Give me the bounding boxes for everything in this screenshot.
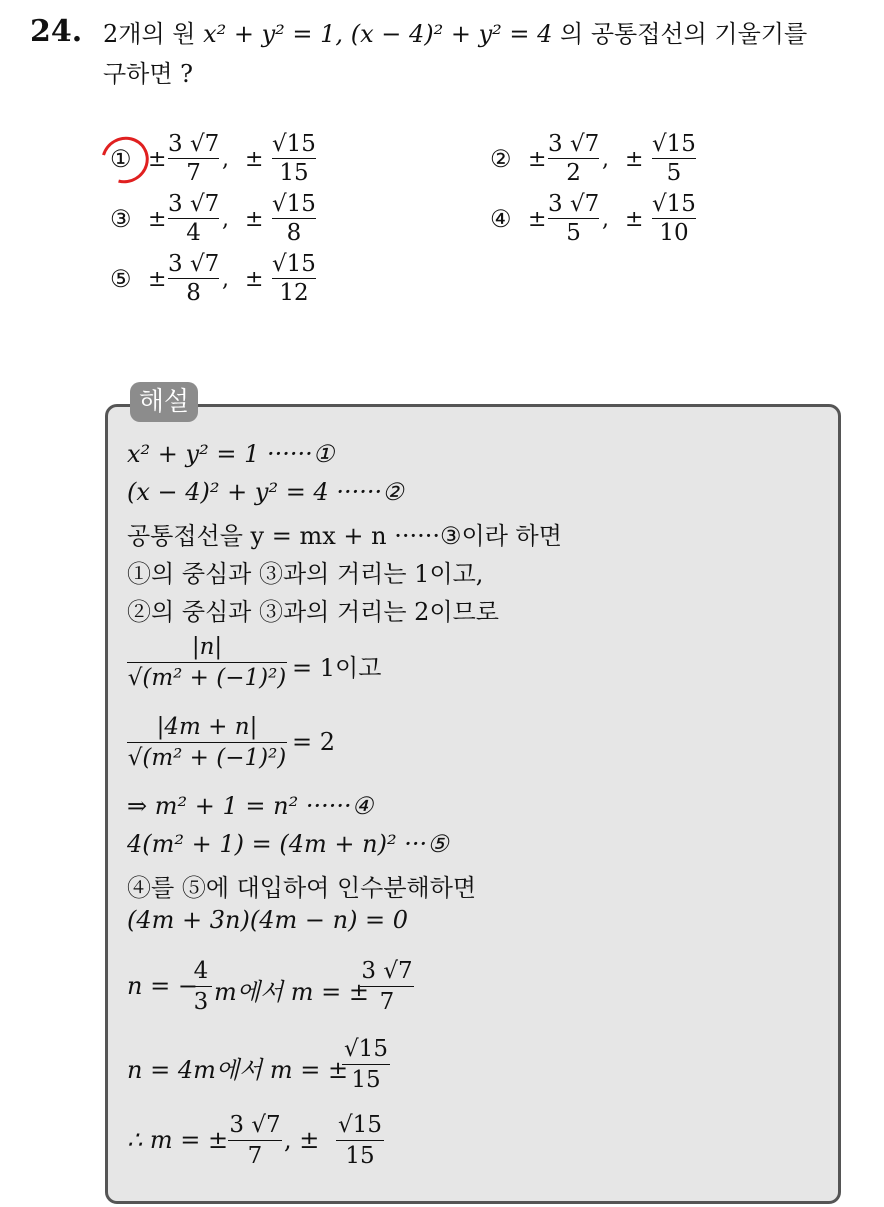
fraction-4-3: $\frac{4}{3}$ [190,956,212,1017]
question-number: 24. [30,14,83,49]
solution-line-2: (x − 4)² + y² = 4 ······② [127,478,404,506]
solution-line-10-prefix: n = − [127,972,198,1000]
distance-rhs-2: = 2 [292,728,336,756]
solution-line-5: ②의 중심과 ③과의 거리는 2이므로 [127,598,499,626]
question-suffix: 의 공통접선의 기울기를 [560,20,808,48]
solution-tab: 해설 [130,382,198,422]
solution-line-10-mid: m에서 m = ± [214,978,369,1006]
conclusion-fraction-a: $\frac{3 √7}{7}$ [229,1112,281,1169]
solution-line-9: (4m + 3n)(4m − n) = 0 [127,906,409,934]
choice-label: ② [490,145,512,173]
choice-label: ⑤ [110,265,132,293]
choice-label: ③ [110,205,132,233]
solution-line-4: ①의 중심과 ③과의 거리는 1이고, [127,560,484,588]
conclusion-separator: , ± [284,1126,320,1154]
question-line-1 [103,14,807,49]
solution-line-8: ④를 ⑤에 대입하여 인수분해하면 [127,874,477,902]
conclusion-prefix: ∴ m = ± [127,1126,229,1154]
solution-line-3: 공통접선을 y = mx + n ······③이라 하면 [127,522,562,550]
equation-circle-1: x² + y² = 1, [203,20,344,48]
solution-line-6: ⇒ m² + 1 = n² ······④ [127,792,374,820]
conclusion-fraction-b: $\frac{√15}{15}$ [336,1110,384,1171]
distance-fraction-1: $\frac{|n|}{\text{√(m² + (−1)²)}}$ [127,634,287,691]
choice-label: ① [110,145,132,173]
solution-line-11-prefix: n = 4m에서 m = ± [127,1056,349,1084]
equation-circle-2: (x − 4)² + y² = 4 [350,20,553,48]
distance-fraction-2: $\frac{|4m + n|}{\text{√(m² + (−1)²)}}$ [127,714,287,771]
choice-label: ④ [490,205,512,233]
result-fraction-2: $\frac{√15}{15}$ [342,1034,390,1095]
solution-line-1: x² + y² = 1 ······① [127,440,335,468]
distance-rhs-1: = 1이고 [292,654,382,682]
result-fraction-1: $\frac{3 √7}{7}$ [361,958,413,1015]
question-line-2: 구하면 ? [103,60,194,88]
question-prefix: 2개의 원 [103,20,196,48]
solution-line-7: 4(m² + 1) = (4m + n)² ···⑤ [127,830,449,858]
